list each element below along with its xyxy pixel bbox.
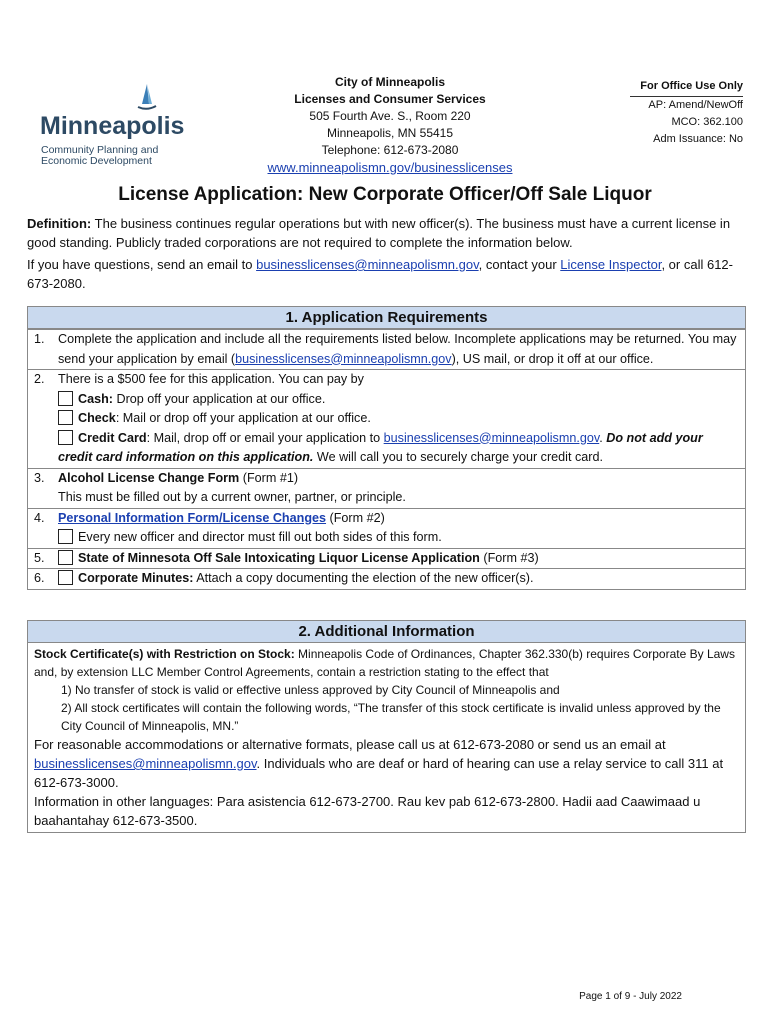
email-link[interactable]: businesslicenses@minneapolismn.gov (34, 756, 257, 771)
requirement-item-2: 2. There is a $500 fee for this application. You can pay by Cash: Drop off your application at our office. Check: Mail or drop off your application at our office. Credit Card: Mail, drop off or email your application to businesslicenses@minneapolismn.gov. Do not add your credit card information on this application. We will call you to securely charge your credit card. (28, 369, 745, 468)
section-heading: 2. Additional Information (28, 621, 745, 643)
stock-restriction-text: Stock Certificate(s) with Restriction on Stock: Minneapolis Code of Ordinances, Chapter 362.330(b) requires Corporate By Laws and, by extension LLC Member Control Agreements, contain a restriction stating to the effect that (34, 647, 735, 679)
state-application-checkbox[interactable] (58, 550, 73, 565)
languages-text: Information in other languages: Para asistencia 612-673-2700. Rau kev pab 612-673-2800. Hadii aad Caawimaad u baahantahay 612-673-3500. (34, 794, 701, 828)
check-checkbox[interactable] (58, 410, 73, 425)
office-address: City of Minneapolis Licenses and Consumer Services 505 Fourth Ave. S., Room 220 Minneapolis, MN 55415 Telephone: 612-673-2080 www.minneapolismn.gov/businesslicenses (250, 74, 530, 177)
logo-wordmark: Minneapolis (40, 112, 185, 140)
additional-info-body: Stock Certificate(s) with Restriction on Stock: Minneapolis Code of Ordinances, Chapter 362.330(b) requires Corporate By Laws and, by extension LLC Member Control Agreements, contain a restriction stating to the effect that 1) No transfer of stock is valid or effective unless approved by City Council of Minneapolis and 2) All stock certificates will contain the following words, “The transfer of this stock certificate is invalid unless approved by the City Council of Minneapolis, MN.” For reasonable accommodations or alternative formats, please call us at 612-673-2080 or send us an email at businesslicenses@minneapolismn.gov. Individuals who are deaf or hard of hearing can use a relay service to call 311 at 612-673-3000. Information in other languages: Para asistencia 612-673-2700. Rau kev pab 612-673-2800. Hadii aad Caawimaad u baahantahay 612-673-3500. (28, 643, 745, 832)
corporate-minutes-checkbox[interactable] (58, 570, 73, 585)
application-requirements-section (27, 306, 746, 590)
logo-subtitle: Community Planning and Economic Development (41, 144, 159, 167)
requirement-item-4: 4. Personal Information Form/License Changes (Form #2) Every new officer and director must fill out both sides of this form. (28, 508, 745, 548)
accommodations-text: For reasonable accommodations or alternative formats, please call us at 612-673-2080 or send us an email at businesslicenses@minneapolismn.gov. Individuals who are deaf or hard of hearing can use a relay service to call 311 at 612-673-3000. (34, 737, 724, 790)
email-link[interactable]: businesslicenses@minneapolismn.gov (235, 351, 452, 366)
requirement-item-1: 1. Complete the application and include all the requirements listed below. Incomplete applications may be returned. You may send your application by email (businesslicenses@minneapolismn.gov), US mail, or drop it off at our office. (28, 329, 745, 369)
city-logo (40, 82, 185, 172)
email-link[interactable]: businesslicenses@minneapolismn.gov (383, 430, 600, 445)
website-link[interactable]: www.minneapolismn.gov/businesslicenses (267, 160, 513, 175)
page-footer: Page 1 of 9 - July 2022 (579, 991, 682, 1002)
additional-information-section (27, 620, 746, 833)
cash-checkbox[interactable] (58, 391, 73, 406)
license-inspector-link[interactable]: License Inspector (560, 257, 662, 272)
definition-paragraph: Definition: The business continues regular operations but with new officer(s). The business must have a current license in good standing. Publicly traded corporations are not required to complete the information below. (27, 216, 731, 250)
credit-card-checkbox[interactable] (58, 430, 73, 445)
personal-info-checkbox[interactable] (58, 529, 73, 544)
personal-information-form-link[interactable]: Personal Information Form/License Changes (58, 510, 327, 525)
office-use-box: For Office Use Only AP: Amend/NewOff MCO: 362.100 Adm Issuance: No (630, 78, 743, 148)
questions-paragraph: If you have questions, send an email to businesslicenses@minneapolismn.gov, contact your License Inspector, or call 612-673-2080. (27, 257, 733, 291)
requirement-item-3: 3. Alcohol License Change Form (Form #1) This must be filled out by a current owner, partner, or principle. (28, 468, 745, 508)
sailboat-logo-icon (136, 82, 158, 116)
requirement-item-6: 6. Corporate Minutes: Attach a copy documenting the election of the new officer(s). (28, 568, 745, 589)
email-link[interactable]: businesslicenses@minneapolismn.gov (256, 257, 479, 272)
page-title: License Application: New Corporate Officer/Off Sale Liquor (118, 184, 652, 205)
requirement-item-5: 5. State of Minnesota Off Sale Intoxicating Liquor License Application (Form #3) (28, 548, 745, 569)
section-heading: 1. Application Requirements (28, 307, 745, 329)
